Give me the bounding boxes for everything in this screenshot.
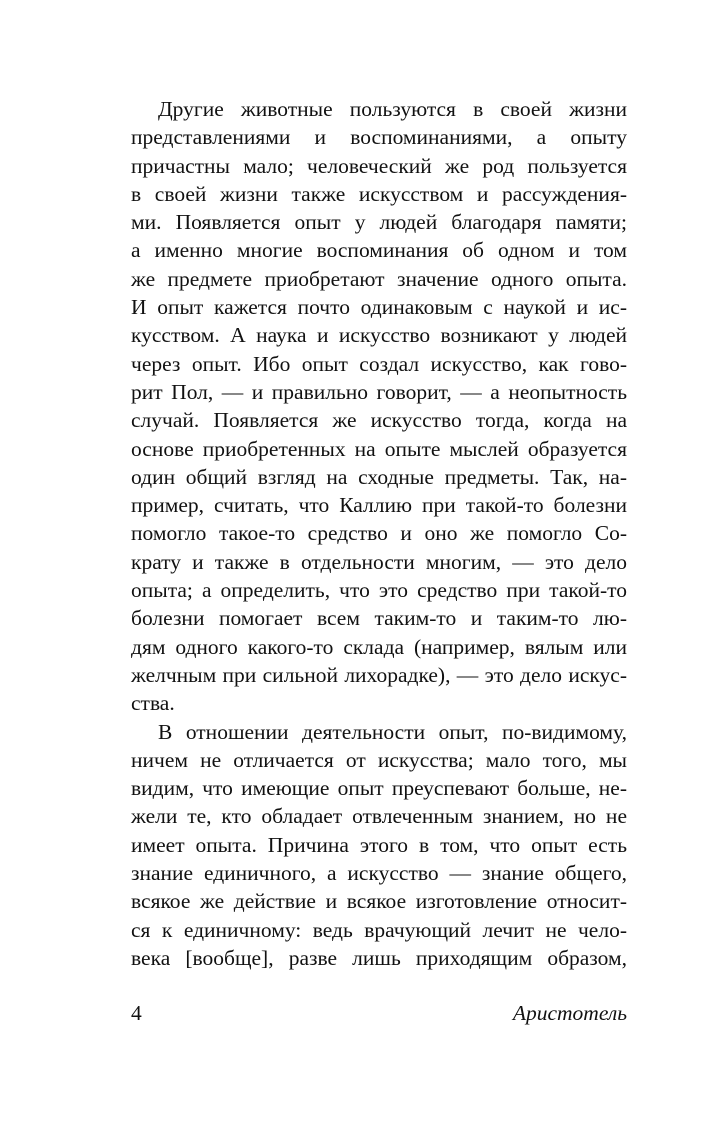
text-line: ничем не отличается от искусства; мало того, мы xyxy=(131,747,627,772)
running-title: Аристотель xyxy=(512,1001,627,1025)
text-line: знание единичного, а искусство — знание общего, xyxy=(131,861,627,886)
text-line: жели те, кто обладает отвлеченным знанием, но не xyxy=(131,804,627,829)
text-line: пример, считать, что Каллию при такой-то болезни xyxy=(131,493,627,518)
text-line: же предмете приобретают значение одного опыта. xyxy=(131,266,627,291)
text-line: имеет опыта. Причина этого в том, что опыт есть xyxy=(131,832,627,857)
text-line: случай. Появляется же искусство тогда, когда на xyxy=(131,408,627,433)
text-line: кусством. А наука и искусство возникают у людей xyxy=(131,323,627,348)
page-footer xyxy=(131,999,627,1027)
page-number: 4 xyxy=(131,1001,142,1025)
text-line: века [вообще], разве лишь приходящим образом, xyxy=(131,945,627,970)
text-line: представлениями и воспоминаниями, а опыту xyxy=(131,125,627,150)
text-line: крату и также в отдельности многим, — это дело xyxy=(131,549,627,574)
text-line: ми. Появляется опыт у людей благодаря памяти; xyxy=(131,210,627,235)
text-line: помогло такое-то средство и оно же помогло Со- xyxy=(131,521,627,546)
text-line: один общий взгляд на сходные предметы. Так, на- xyxy=(131,464,627,489)
text-line: болезни помогает всем таким-то и таким-то лю- xyxy=(131,606,627,631)
text-line: В отношении деятельности опыт, по-видимому, xyxy=(158,719,627,744)
text-line: И опыт кажется почто одинаковым с наукой и ис- xyxy=(131,295,627,320)
text-line: а именно многие воспоминания об одном и том xyxy=(131,238,627,263)
text-line: основе приобретенных на опыте мыслей образуется xyxy=(131,436,627,461)
text-line: рит Пол, — и правильно говорит, — а неопытность xyxy=(131,379,627,404)
text-line: опыта; а определить, что это средство при такой-то xyxy=(131,578,627,603)
text-line: причастны мало; человеческий же род пользуется xyxy=(131,153,627,178)
text-line: желчным при сильной лихорадке), — это дело искус- xyxy=(131,662,627,687)
text-line: всякое же действие и всякое изготовление относит- xyxy=(131,889,627,914)
text-line: ся к единичному: ведь врачующий лечит не чело- xyxy=(131,917,627,942)
text-line: Другие животные пользуются в своей жизни xyxy=(158,97,627,121)
text-line: ства. xyxy=(131,691,175,716)
text-line: дям одного какого-то склада (например, вялым или xyxy=(131,634,627,659)
text-line: через опыт. Ибо опыт создал искусство, как гово- xyxy=(131,351,627,376)
text-line: в своей жизни также искусством и рассуждения- xyxy=(131,181,627,206)
paragraph-1 xyxy=(131,95,627,718)
text-line: видим, что имеющие опыт преуспевают больше, не- xyxy=(131,776,627,801)
paragraph-2 xyxy=(131,718,627,973)
body-text xyxy=(131,95,627,972)
